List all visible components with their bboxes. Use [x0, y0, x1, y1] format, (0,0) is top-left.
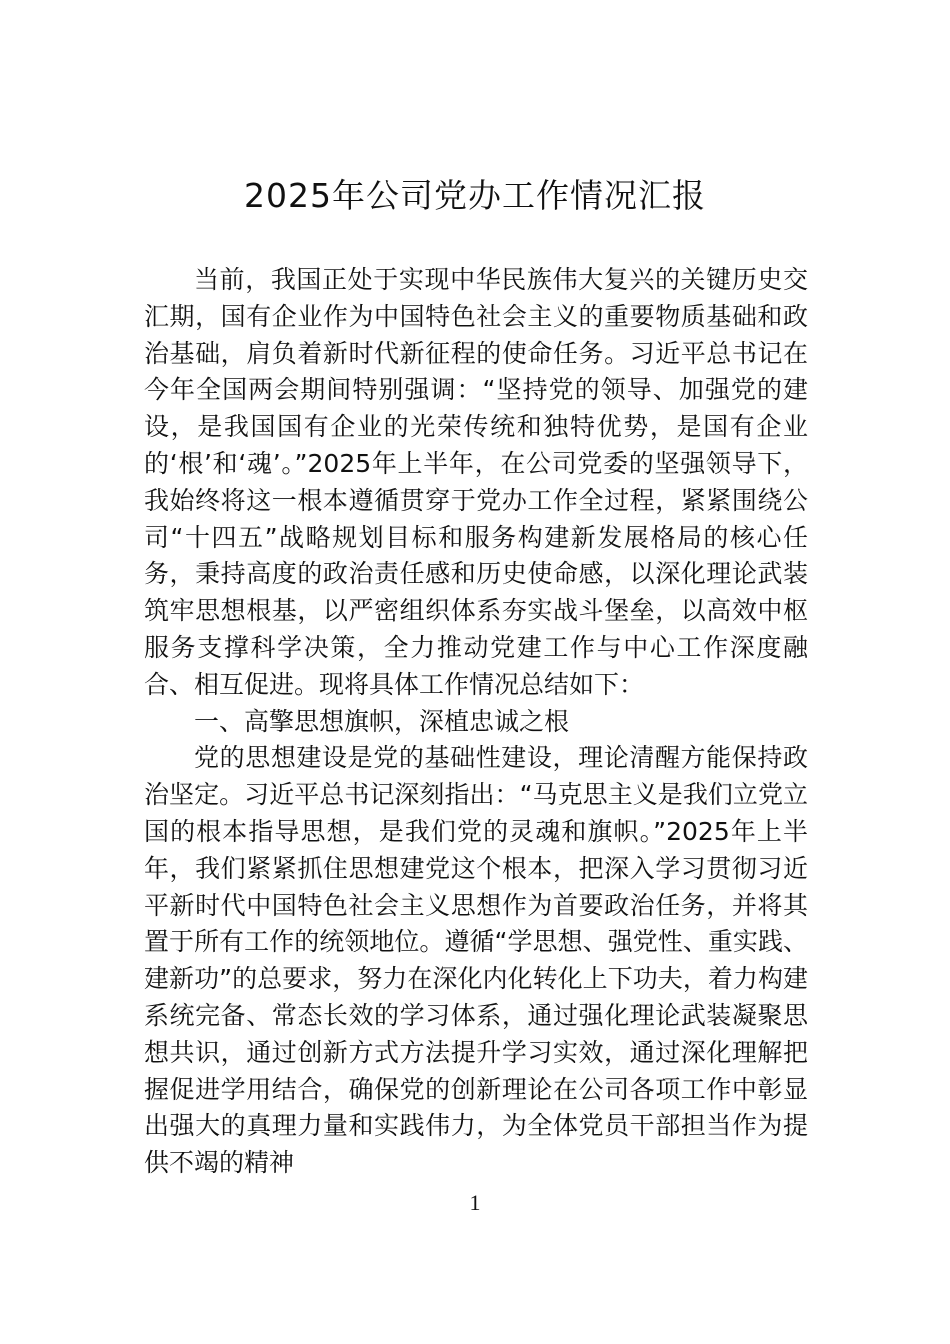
document-title: 2025年公司党办工作情况汇报 [244, 176, 706, 215]
section-1-paragraph: 党的思想建设是党的基础性建设，理论清醒方能保持政治坚定。习近平总书记深刻指出：“马克思主义是我们立党立国的根本指导思想，是我们党的灵魂和旗帜。”2025年上半年，我们紧紧抓住思想建党这个根本，把深入学习贯彻习近平新时代中国特色社会主义思想作为首要政治任务，并将其置于所有工作的统领地位。遵循“学思想、强党性、重实践、建新功”的总要求，努力在深化内化转化上下功夫，着力构建系统完备、常态长效的学习体系，通过强化理论武装凝聚思想共识，通过创新方式方法提升学习实效，通过深化理解把握促进学用结合，确保党的创新理论在公司各项工作中彰显出强大的真理力量和实践伟力，为全体党员干部担当作为提供不竭的精神 [144, 743, 808, 1178]
page-number: 1 [469, 1190, 481, 1215]
intro-paragraph: 当前，我国正处于实现中华民族伟大复兴的关键历史交汇期，国有企业作为中国特色社会主义的重要物质基础和政治基础，肩负着新时代新征程的使命任务。习近平总书记在今年全国两会期间特别强调：“坚持党的领导、加强党的建设，是我国国有企业的光荣传统和独特优势，是国有企业的‘根’和‘魂’。”2025年上半年，在公司党委的坚强领导下，我始终将这一根本遵循贯穿于党办工作全过程，紧紧围绕公司“十四五”战略规划目标和服务构建新发展格局的核心任务，秉持高度的政治责任感和历史使命感，以深化理论武装筑牢思想根基，以严密组织体系夯实战斗堡垒，以高效中枢服务支撑科学决策，全力推动党建工作与中心工作深度融合、相互促进。现将具体工作情况总结如下： [144, 265, 808, 699]
document-body [144, 262, 808, 1182]
section-heading-1: 一、高擎思想旗帜，深植忠诚之根 [194, 706, 570, 736]
